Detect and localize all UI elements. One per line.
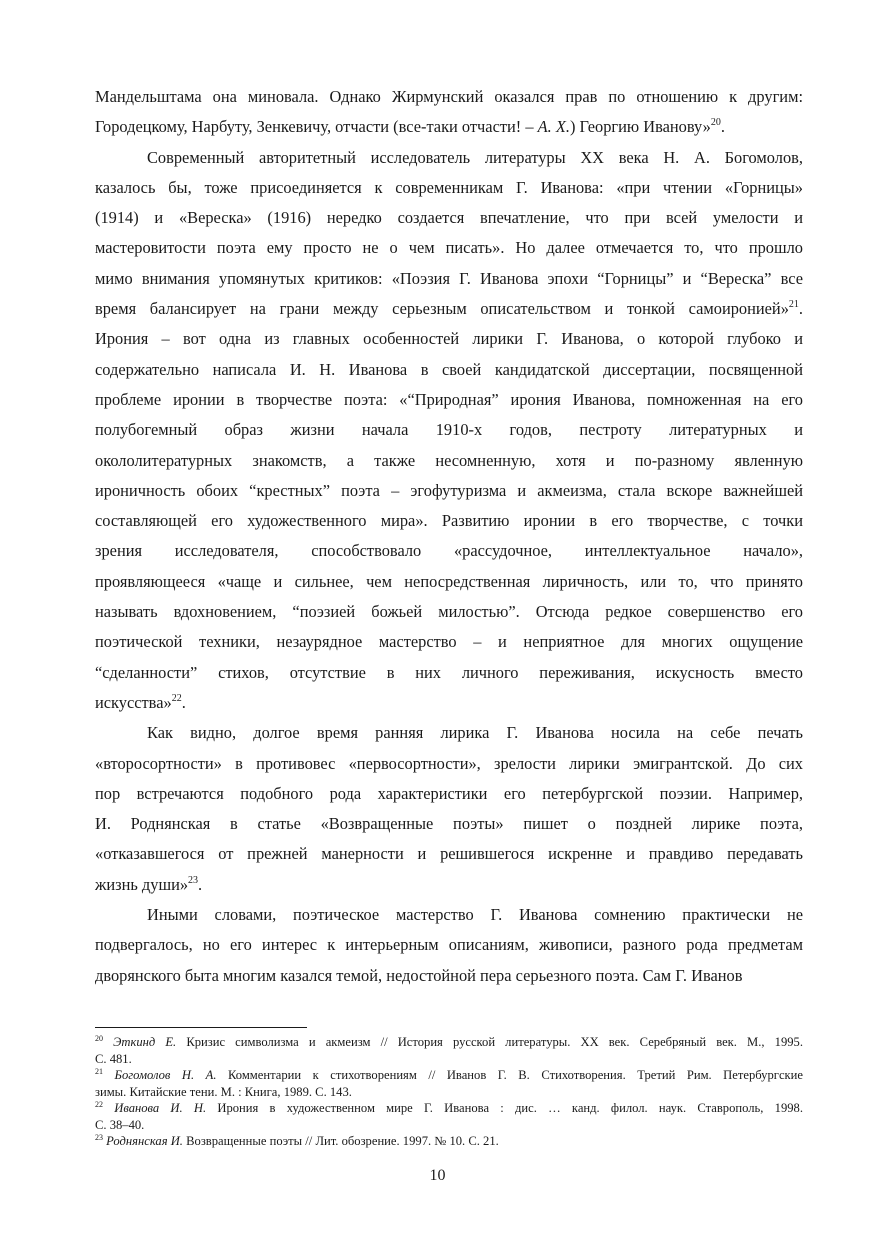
text-line [95,567,803,597]
text-line [95,506,803,536]
text-run: поэтической техники, незаурядное мастерство – и неприятное для многих ощущение [95,632,803,652]
text-run: Современный авторитетный исследователь литературы ХХ века Н. А. Богомолов, [147,147,803,167]
text-run: . [198,874,203,894]
text-line [95,658,803,688]
text-line [95,900,803,930]
text-line [95,930,803,960]
text-run: Ирония в художественном мире Г. Иванова : дис. … канд. филол. наук. Ставрополь, 1998. [206,1101,803,1115]
text-line [95,688,803,718]
text-run: Городецкому, Нарбуту, Зенкевичу, отчасти (все-таки отчасти! – [95,117,538,137]
text-line [95,385,803,415]
text-run [103,1101,114,1115]
footnote-reference: 23 [95,1133,103,1142]
text-run: “сделанности” стихов, отсутствие в них личного переживания, искусность вместо [95,662,803,682]
text-run: составляющей его художественного мира». Развитию иронии в его творчестве, с точки [95,511,803,531]
page-number: 10 [429,1167,446,1184]
footnote-reference: 23 [188,874,199,886]
paragraph [95,718,803,900]
text-run: мастеровитости поэта ему просто не о чем писать». Но далее отмечается то, что прошло [95,238,803,258]
text-run: подвергалось, но его интерес к интерьерным описаниям, живописи, разного рода предметам [95,935,803,955]
text-line [95,264,803,294]
footnote-reference: 22 [171,692,182,704]
footnote-line [95,1051,803,1068]
footnote-separator [95,1027,307,1028]
text-run: . [720,117,725,137]
text-run [103,1035,113,1049]
paragraph [95,143,803,719]
text-line [95,446,803,476]
footnote [95,1100,803,1133]
body-text [95,82,803,991]
text-run: окололитературных знакомств, а также несомненную, хотя и по-разному явленную [95,450,803,470]
text-run: «второсортности» в противовес «первосортности», зрелости лирики эмигрантской. До сих [95,753,803,773]
text-run: ироничность обоих “крестных” поэта – эгофутуризма и акмеизма, стала вскоре важнейшей [95,480,803,500]
text-run: пор встречаются подобного рода характеристики его петербургской поэзии. Например, [95,783,803,803]
text-run: Иными словами, поэтическое мастерство Г. Иванова сомнению практически не [147,905,803,925]
text-run: Мандельштама она миновала. Однако Жирмунский оказался прав по отношению к другим: [95,87,803,106]
text-line [95,203,803,233]
text-line [95,233,803,263]
text-run: казалось бы, тоже присоединяется к современникам Г. Иванова: «при чтении «Горницы» [95,177,803,197]
text-line [95,476,803,506]
footnote-reference: 21 [788,299,799,311]
footnote-line [95,1067,803,1084]
text-line [95,82,803,112]
text-run: время балансирует на грани между серьезным описательством и тонкой самоиронией» [95,299,789,319]
italic-text: Эткинд Е. [113,1035,177,1049]
footnote-reference: 20 [710,117,721,129]
text-run: Ирония – вот одна из главных особенностей лирики Г. Иванова, о которой глубоко и [95,329,803,349]
text-run: зимы. Китайские тени. М. : Книга, 1989. С. 143. [95,1084,352,1099]
text-run: Возвращенные поэты // Лит. обозрение. 1997. № 10. С. 21. [182,1134,499,1148]
text-run: . [798,299,803,319]
text-run: зрения исследователя, способствовало «рассудочное, интеллектуальное начало», [95,541,803,561]
text-run: Комментарии к стихотворениям // Иванов Г. В. Стихотворения. Третий Рим. Петербургские [216,1068,803,1082]
text-run [103,1068,115,1082]
text-line [95,112,803,142]
text-line [95,536,803,566]
footnote [95,1034,803,1067]
text-line [95,143,803,173]
text-line [95,839,803,869]
paragraph [95,82,803,143]
footnote-line [95,1084,803,1101]
text-run: (1914) и «Вереска» (1916) нередко создается впечатление, что при всей умелости и [95,208,803,228]
text-line [95,718,803,748]
footnote-line [95,1133,803,1150]
text-line [95,415,803,445]
text-run: жизнь души» [95,874,189,894]
text-line [95,173,803,203]
footnote [95,1067,803,1100]
italic-text: Иванова И. Н. [114,1101,207,1115]
text-line [95,294,803,324]
footnotes [95,1034,803,1150]
text-run: содержательно написала И. Н. Иванова в своей кандидатской диссертации, посвященной [95,359,803,379]
text-line [95,597,803,627]
text-run: Как видно, долгое время ранняя лирика Г. Иванова носила на себе печать [147,723,803,743]
text-run: . [181,692,186,712]
italic-text: А. Х. [537,117,570,137]
text-run: И. Роднянская в статье «Возвращенные поэты» пишет о поздней лирике поэта, [95,814,803,834]
text-line [95,324,803,354]
text-line [95,355,803,385]
text-line [95,870,803,900]
footnote-line [95,1117,803,1134]
text-run: полубогемный образ жизни начала 1910-х годов, пестроту литературных и [95,420,803,440]
text-run: «отказавшегося от прежней манерности и решившегося искренне и правдиво передавать [95,844,803,864]
text-run: называть вдохновением, “поэзией божьей милостью”. Отсюда редкое совершенство его [95,602,803,622]
text-line [95,809,803,839]
text-run: Кризис символизма и акмеизм // История русской литературы. ХХ век. Серебряный век. М., 1995. [176,1035,803,1049]
italic-text: Роднянская И. [106,1134,183,1148]
text-run: С. 481. [95,1051,132,1066]
text-run: дворянского быта многим казался темой, недостойной пера серьезного поэта. Сам Г. Иванов [95,965,743,985]
text-line [95,627,803,657]
text-run: мимо внимания упомянутых критиков: «Поэзия Г. Иванова эпохи “Горницы” и “Вереска” все [95,268,803,288]
footnote [95,1133,803,1150]
footnote-line [95,1100,803,1117]
paragraph [95,900,803,991]
footnote-reference: 20 [95,1034,103,1043]
text-line [95,961,803,991]
italic-text: Богомолов Н. А. [114,1068,217,1082]
text-run: С. 38–40. [95,1117,145,1132]
text-run: искусства» [95,692,172,712]
text-run: проявляющееся «чаще и сильнее, чем непосредственная лиричность, или то, что принято [95,571,803,591]
footnote-reference: 22 [95,1100,103,1109]
text-run: проблеме иронии в творчестве поэта: «“Природная” ирония Иванова, помноженная на его [95,389,803,409]
footnote-line [95,1034,803,1051]
footnote-reference: 21 [95,1067,103,1076]
text-line [95,749,803,779]
text-line [95,779,803,809]
text-run: ) Георгию Иванову» [569,117,711,137]
